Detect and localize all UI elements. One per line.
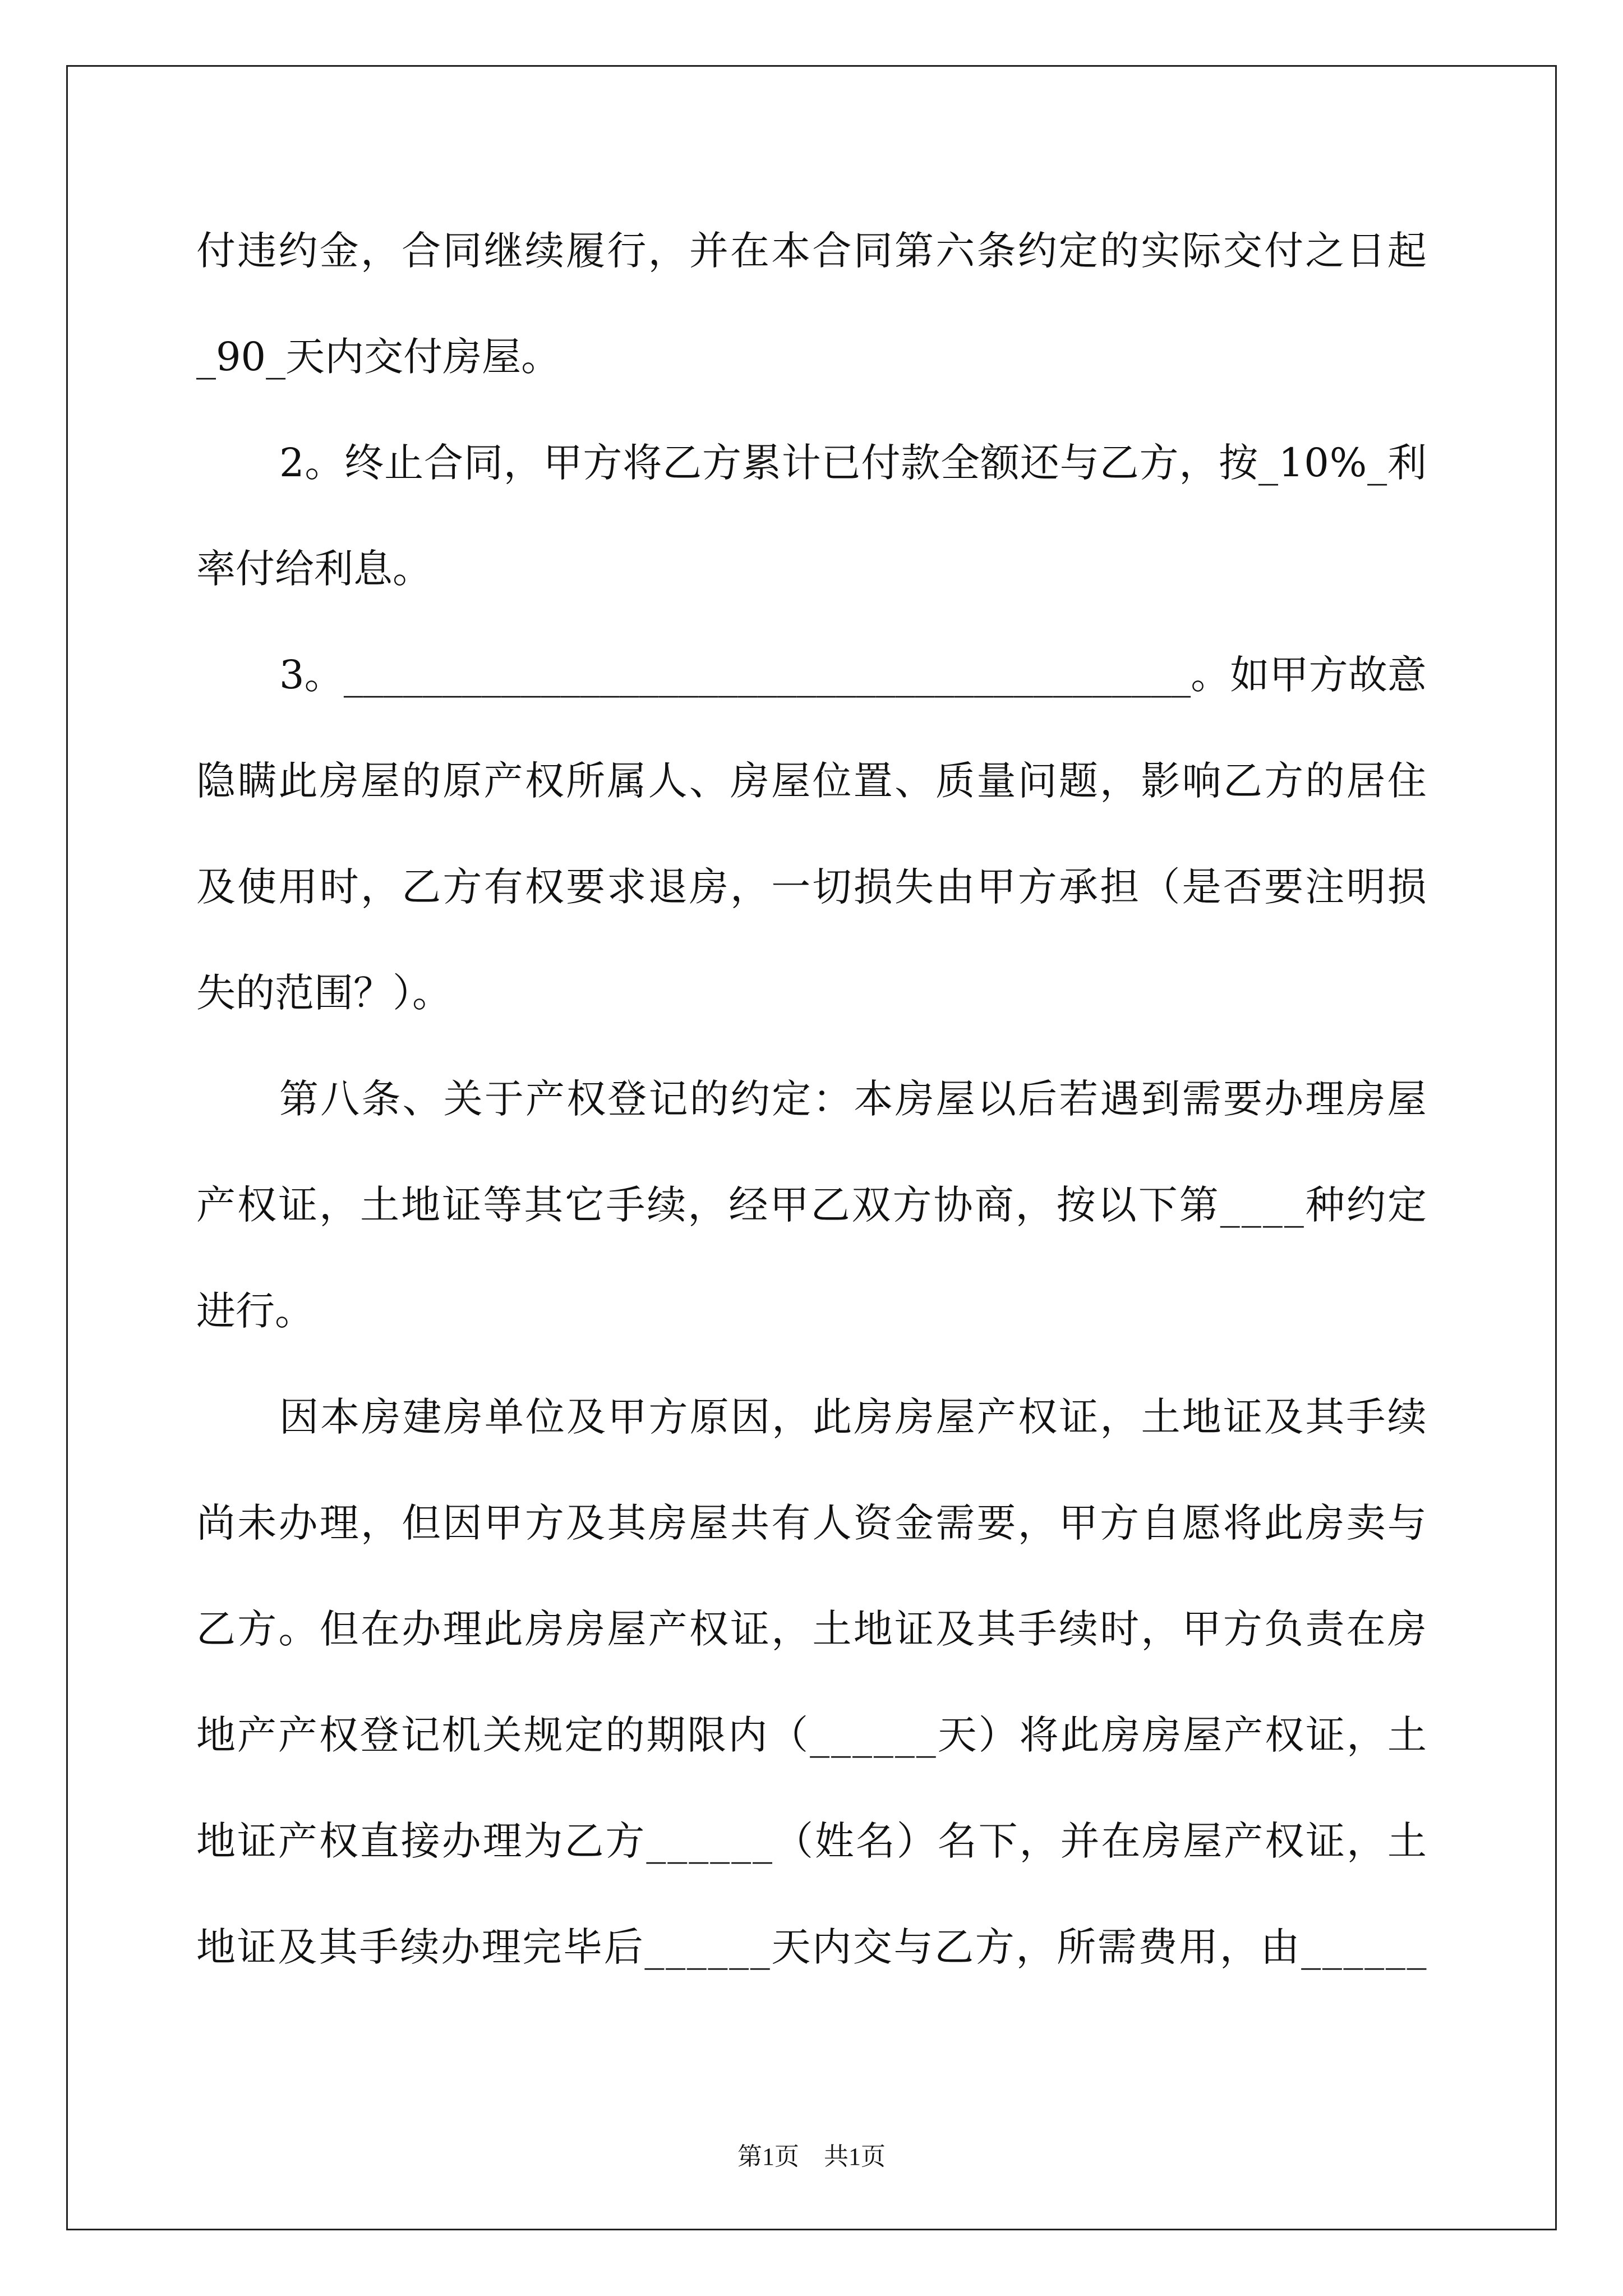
text-line: _90_天内交付房屋。 (196, 334, 561, 380)
text-line: 乙 方 。 但 在 办 理 此 房 房 屋 产 权 证 ， 土 地 证 及 其 手 续 时 ， 甲 方 负 责 在 房 (196, 1606, 1427, 1652)
text-line: 产 权 证 ， 土 地 证 等 其 它 手 续 ， 经 甲 乙 双 方 协 商 ， 按 以 下 第 _ _ _ _ 种 约 定 (196, 1182, 1427, 1228)
document-body (196, 209, 1427, 2011)
text-line: 2 。 终 止 合 同 ， 甲 方 将 乙 方 累 计 已 付 款 全 额 还 与 乙 方 ， 按 _ 1 0 % _ 利 (279, 440, 1427, 486)
text-line: 付 违 约 金 ， 合 同 继 续 履 行 ， 并 在 本 合 同 第 六 条 约 定 的 实 际 交 付 之 日 起 (196, 228, 1427, 274)
text-line: 隐 瞒 此 房 屋 的 原 产 权 所 属 人 、 房 屋 位 置 、 质 量 问 题 ， 影 响 乙 方 的 居 住 (196, 758, 1427, 804)
text-line: 3 。 _ _ _ _ _ _ _ _ _ _ _ _ _ _ _ _ _ _ _ _ _ _ _ _ _ _ _ _ _ _ _ _ _ _ _ _ _ _ _ _ _ _ _ 。 如 甲 方 故 意 (279, 652, 1427, 698)
text-line: 因 本 房 建 房 单 位 及 甲 方 原 因 ， 此 房 房 屋 产 权 证 ， 土 地 证 及 其 手 续 (279, 1394, 1427, 1440)
text-line: 地 产 产 权 登 记 机 关 规 定 的 期 限 内 （ _ _ _ _ _ _ 天 ） 将 此 房 房 屋 产 权 证 ， 土 (196, 1712, 1427, 1758)
text-line: 第 八 条 、 关 于 产 权 登 记 的 约 定 ： 本 房 屋 以 后 若 遇 到 需 要 办 理 房 屋 (279, 1076, 1427, 1122)
text-line: 失的范围？）。 (196, 970, 451, 1016)
text-line: 及 使 用 时 ， 乙 方 有 权 要 求 退 房 ， 一 切 损 失 由 甲 方 承 担 （ 是 否 要 注 明 损 (196, 864, 1427, 910)
text-line: 进行。 (196, 1288, 314, 1334)
text-line: 地 证 及 其 手 续 办 理 完 毕 后 _ _ _ _ _ _ 天 内 交 与 乙 方 ， 所 需 费 用 ， 由 _ _ _ _ _ _ (196, 1924, 1427, 1970)
text-line: 率付给利息。 (196, 546, 432, 592)
text-line: 尚 未 办 理 ， 但 因 甲 方 及 其 房 屋 共 有 人 资 金 需 要 ， 甲 方 自 愿 将 此 房 卖 与 (196, 1500, 1427, 1546)
text-line: 地 证 产 权 直 接 办 理 为 乙 方 _ _ _ _ _ _ （ 姓 名 ） 名 下 ， 并 在 房 屋 产 权 证 ， 土 (196, 1818, 1427, 1864)
page-footer: 第1页 共1页 (737, 2143, 886, 2170)
